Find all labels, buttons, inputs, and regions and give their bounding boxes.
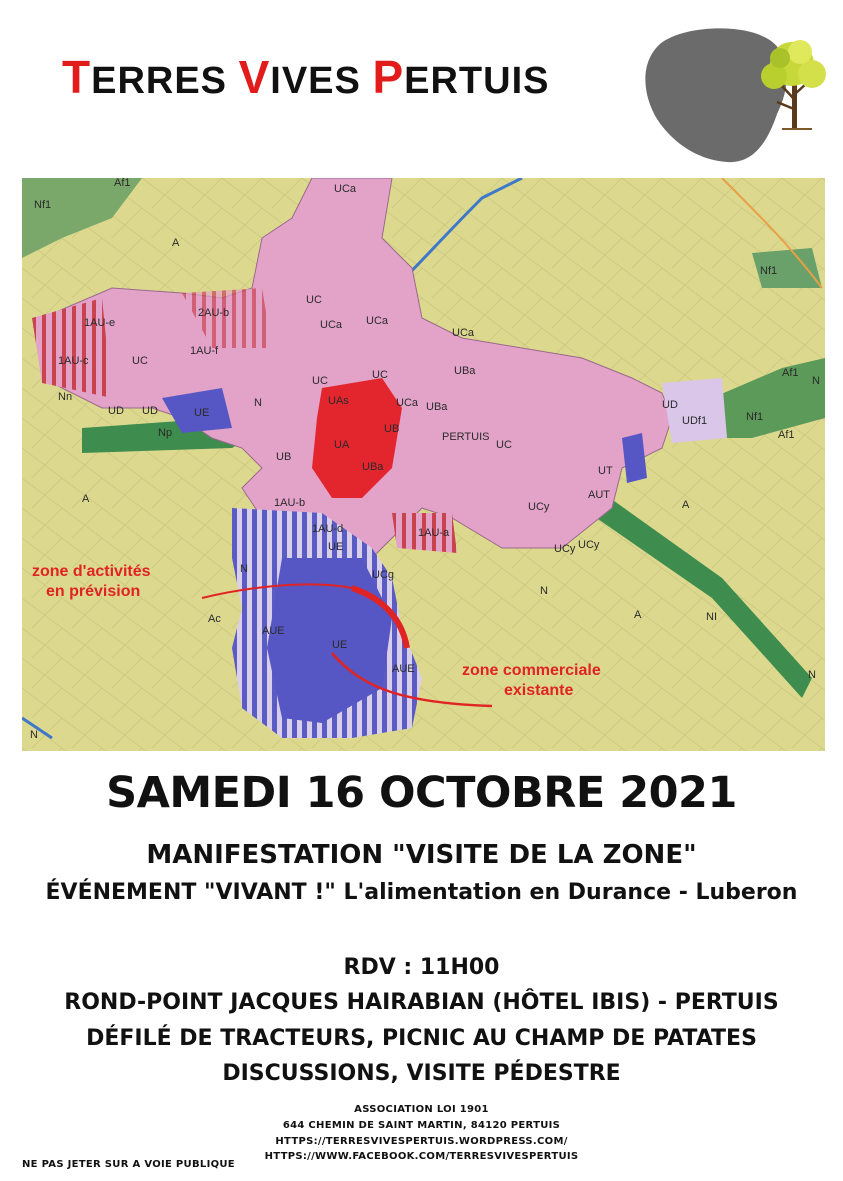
zone-label: Nf1 — [760, 265, 778, 277]
zone-label: UCa — [452, 327, 475, 339]
zone-label: 2AU-b — [198, 307, 230, 319]
zone-label: N — [812, 375, 820, 387]
zone-label: 1AU-e — [84, 317, 116, 329]
zone-label: UCa — [334, 183, 357, 195]
zone-label: UT — [598, 465, 613, 477]
zone-label: UCy — [528, 501, 550, 513]
program-line-2: DISCUSSIONS, VISITE PÉDESTRE — [222, 1061, 621, 1086]
title-word-1: ERRES — [91, 60, 239, 102]
zone-label: UC — [306, 294, 322, 306]
zone-label: UCy — [578, 539, 600, 551]
zone-label: UCy — [554, 543, 576, 555]
zone-label: 1AU-f — [190, 345, 219, 357]
annotation-commercial-line1: zone commerciale — [462, 662, 601, 679]
zone-label: N — [240, 563, 248, 575]
zone-label: N — [30, 729, 38, 741]
zone-label: PERTUIS — [442, 431, 490, 443]
zone-label: AUT — [588, 489, 610, 501]
zone-label: UCa — [366, 315, 389, 327]
title-word-2: IVES — [270, 60, 373, 102]
title-initial-2: V — [238, 51, 271, 103]
zone-label: Af1 — [782, 367, 799, 379]
zone-label: AUE — [262, 625, 285, 637]
zone-label: UE — [332, 639, 348, 651]
zone-label: UC — [372, 369, 388, 381]
footer-notice: NE PAS JETER SUR A VOIE PUBLIQUE — [22, 1159, 235, 1170]
zone-label: UB — [384, 423, 400, 435]
zone-label: UBa — [362, 461, 384, 473]
zone-label: N — [808, 669, 816, 681]
program-line-1: DÉFILÉ DE TRACTEURS, PICNIC AU CHAMP DE PATATES — [86, 1026, 757, 1051]
zone-label: UA — [334, 439, 350, 451]
title-word-3: ERTUIS — [404, 60, 550, 102]
zone-label: NI — [706, 611, 717, 623]
zone-label: UCg — [372, 569, 395, 581]
zone-label: Nn — [58, 391, 73, 403]
association-address: 644 CHEMIN DE SAINT MARTIN, 84120 PERTUIS — [282, 1120, 561, 1131]
zone-label: UC — [496, 439, 512, 451]
zone-label: Af1 — [778, 429, 795, 441]
zone-label: AUE — [392, 663, 415, 675]
zone-label: 1AU-a — [418, 527, 450, 539]
zone-label: N — [254, 397, 262, 409]
manifestation-title: MANIFESTATION "VISITE DE LA ZONE" — [146, 840, 697, 870]
zone-label: UAs — [328, 395, 349, 407]
zone-label: A — [682, 499, 690, 511]
rdv-time: RDV : 11H00 — [343, 955, 500, 980]
zone-label: Af1 — [114, 178, 131, 189]
zone-label: UD — [662, 399, 678, 411]
zone-label: N — [540, 585, 548, 597]
zone-label: A — [172, 237, 180, 249]
title-initial-1: T — [62, 51, 92, 103]
tree-logo — [642, 24, 832, 166]
zone-label: UCa — [396, 397, 419, 409]
zone-label: UC — [312, 375, 328, 387]
zone-label: UE — [194, 407, 210, 419]
zone-label: 1AU-b — [274, 497, 306, 509]
meeting-location: ROND-POINT JACQUES HAIRABIAN (HÔTEL IBIS) - PERTUIS — [64, 990, 779, 1015]
zone-label: UBa — [454, 365, 476, 377]
zone-label: UD — [142, 405, 158, 417]
title-initial-3: P — [372, 51, 405, 103]
annotation-activity-line1: zone d'activités — [32, 563, 151, 580]
zone-label: UC — [132, 355, 148, 367]
facebook-link[interactable]: HTTPS://WWW.FACEBOOK.COM/TERRESVIVESPERTUIS — [264, 1151, 579, 1162]
website-link[interactable]: HTTPS://TERRESVIVESPERTUIS.WORDPRESS.COM/ — [275, 1136, 568, 1147]
zone-label: A — [634, 609, 642, 621]
page-title — [62, 50, 549, 104]
zone-label: UB — [276, 451, 292, 463]
annotation-activity-line2: en prévision — [46, 583, 141, 600]
zone-label: UCa — [320, 319, 343, 331]
zone-label: Np — [158, 427, 173, 439]
zone-label: 1AU-c — [58, 355, 89, 367]
annotation-commercial-line2: existante — [504, 682, 574, 699]
event-subtitle: ÉVÉNEMENT "VIVANT !" L'alimentation en Durance - Luberon — [45, 880, 798, 905]
zone-label: Nf1 — [746, 411, 764, 423]
zone-label: UDf1 — [682, 415, 708, 427]
zoning-map — [22, 178, 825, 751]
zone-label: 1AU-d — [312, 523, 344, 535]
event-date: SAMEDI 16 OCTOBRE 2021 — [106, 768, 737, 818]
zone-label: UD — [108, 405, 124, 417]
zone-label: A — [82, 493, 90, 505]
logo-blob — [645, 28, 786, 162]
zone-label: Nf1 — [34, 199, 52, 211]
zone-label: UBa — [426, 401, 448, 413]
zone-label: UE — [328, 541, 344, 553]
association-type: ASSOCIATION LOI 1901 — [354, 1104, 489, 1115]
zone-label: Ac — [208, 613, 221, 625]
